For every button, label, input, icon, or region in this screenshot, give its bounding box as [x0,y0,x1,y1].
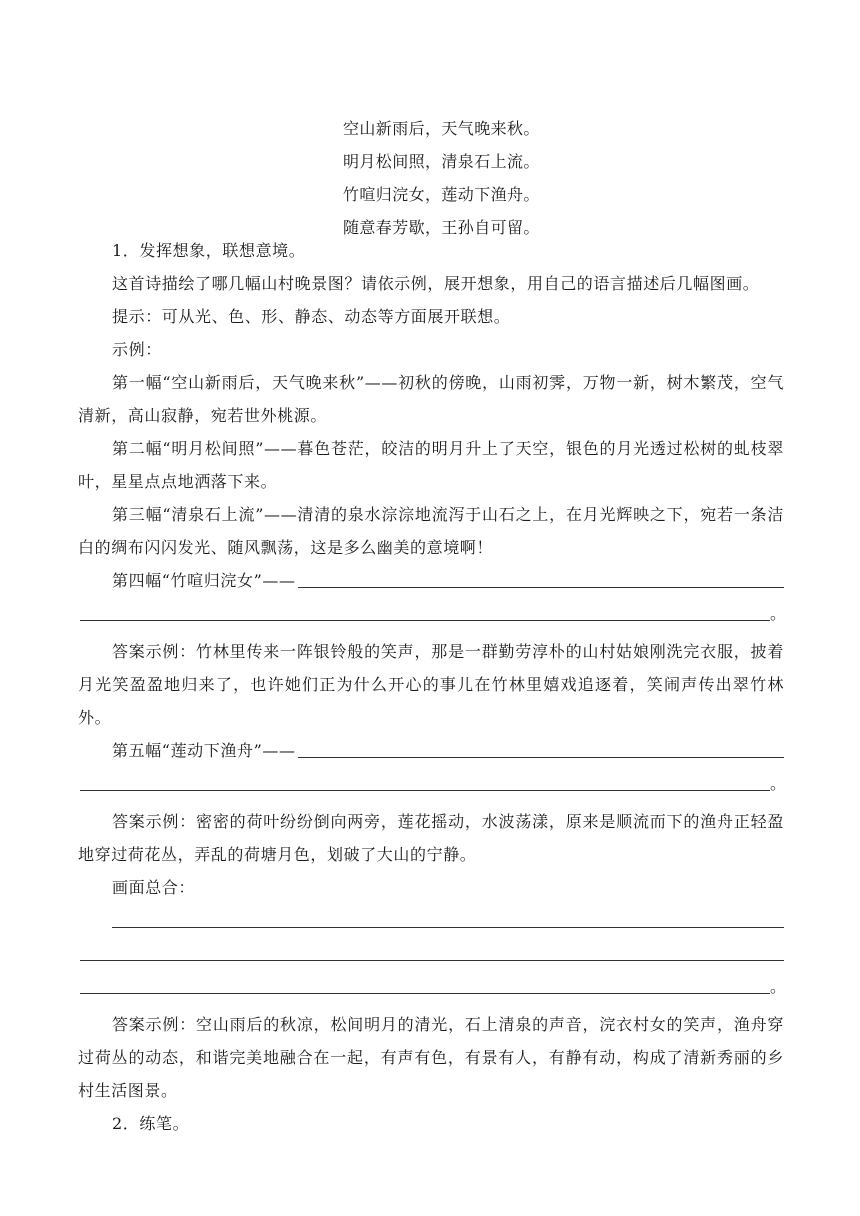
summary-answer-row-3 [78,970,787,1003]
example-label: 示例： [112,340,162,359]
scene-5-prompt [78,734,784,767]
summary-label: 画面总合： [112,878,196,897]
scene-4-period: 。 [770,604,787,623]
summary-answer-row-1 [78,904,784,937]
summary-answer-example: 答案示例：空山雨后的秋凉，松间明月的清光，石上清泉的声音，浣衣村女的笑声，渔舟穿过荷丛的动态，和谐完美地融合在一起，有声有色，有景有人，有静有动，构成了清新秀丽的乡村生活图景。 [78,1015,784,1100]
scene-5-period: 。 [770,774,787,793]
poem-line-4: 随意春芳歇，王孙自可留。 [343,218,540,237]
scene-5-answer-line-1[interactable] [298,757,784,758]
scene-1-example: 第一幅“空山新雨后，天气晚来秋”——初秋的傍晚，山雨初霁，万物一新，树木繁茂，空气清新，高山寂静，宛若世外桃源。 [78,373,784,425]
exercise-content [78,234,787,1140]
scene-2-example: 第二幅“明月松间照”——暮色苍茫，皎洁的明月升上了天空，银色的月光透过松树的虬枝翠叶，星星点点地洒落下来。 [78,439,784,491]
poem-line-2: 明月松间照，清泉石上流。 [343,152,540,171]
scene-4-lead: 第四幅“竹喧归浣女”—— [112,571,296,590]
scene-4-prompt [78,564,784,597]
scene-4-answer-line-2[interactable] [80,620,770,621]
scene-5-answer-line-2[interactable] [80,790,770,791]
poem-line-3: 竹喧归浣女，莲动下渔舟。 [343,185,540,204]
scene-5-answer-example: 答案示例：密密的荷叶纷纷倒向两旁，莲花摇动，水波荡漾，原来是顺流而下的渔舟正轻盈地穿过荷花丛，弄乱的荷塘月色，划破了大山的宁静。 [78,812,784,864]
summary-answer-line-2[interactable] [80,960,784,961]
scene-4-answer-example: 答案示例：竹林里传来一阵银铃般的笑声，那是一群勤劳淳朴的山村姑娘刚洗完衣服，披着月光笑盈盈地归来了，也许她们正为什么开心的事儿在竹林里嬉戏追逐着，笑闹声传出翠竹林外。 [78,642,784,727]
summary-answer-row-2 [78,937,784,970]
poem-block [343,112,540,244]
question-1-heading: 1．发挥想象，联想意境。 [112,241,306,260]
summary-answer-line-1[interactable] [112,927,784,928]
poem-line-1: 空山新雨后，天气晚来秋。 [343,119,540,138]
hint-text: 提示：可从光、色、形、静态、动态等方面展开联想。 [112,307,511,326]
question-1-prompt: 这首诗描绘了哪几幅山村晚景图？请依示例，展开想象，用自己的语言描述后几幅图画。 [112,274,760,293]
scene-4-answer-row-2 [78,597,787,630]
scene-5-answer-row-2 [78,767,787,800]
scene-3-example: 第三幅“清泉石上流”——清清的泉水淙淙地流泻于山石之上，在月光辉映之下，宛若一条洁白的绸布闪闪发光、随风飘荡，这是多么幽美的意境啊！ [78,505,784,557]
summary-answer-line-3[interactable] [80,993,770,994]
question-2-heading: 2．练笔。 [112,1114,190,1133]
scene-4-answer-line-1[interactable] [298,587,784,588]
summary-period: 。 [770,977,787,996]
scene-5-lead: 第五幅“莲动下渔舟”—— [112,741,296,760]
